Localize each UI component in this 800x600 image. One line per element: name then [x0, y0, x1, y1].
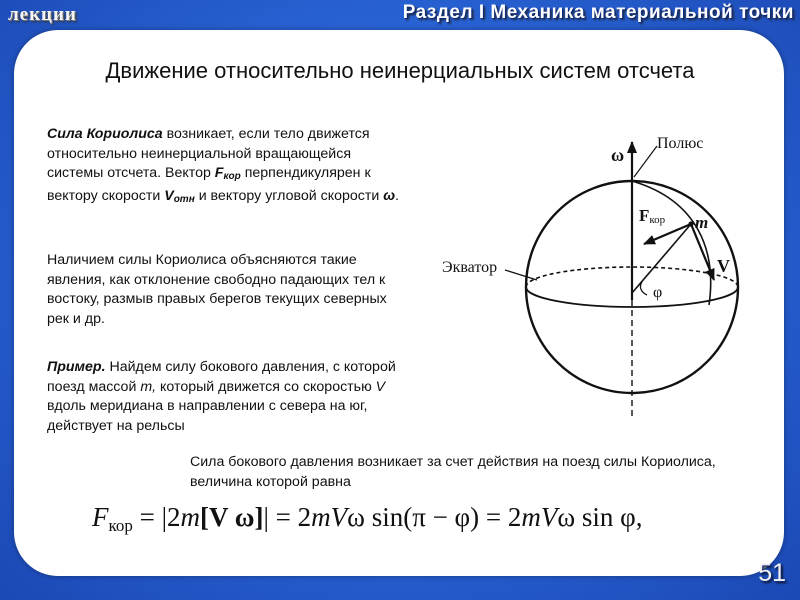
f-kor-arrow [644, 224, 691, 244]
coriolis-phenomena: Наличием силы Кориолиса объясняются такие явления, как отклонение свободно падающих тел к востоку, размыв правых берегов текущих северных рек и др. [47, 252, 387, 327]
symbol-v: V [375, 378, 386, 395]
f-kor-label [639, 206, 666, 226]
term-coriolis: Сила Кориолиса [47, 126, 163, 142]
coriolis-formula [92, 502, 712, 552]
formula-part: ω sin φ, [557, 502, 643, 532]
equator-label: Экватор [442, 259, 498, 276]
text-fragment: Найдем силу бокового давления, с которой поезд массой [47, 359, 396, 395]
formula-mv: mV [311, 502, 348, 532]
formula-part: = |2 [132, 502, 181, 532]
v-label: V [717, 256, 730, 276]
text-fragment: перпендикулярен к вектору скорости [47, 165, 371, 204]
text-fragment: возникает, если тело движется относительно неинерциальной вращающейся системы отсчета. Вектор [47, 126, 370, 182]
formula-f: F [92, 502, 109, 532]
f-subscript: кор [649, 214, 666, 226]
omega-label: ω [611, 145, 625, 165]
formula-part: ω sin(π − φ) = 2 [347, 502, 522, 532]
symbol-f-sub: кор [223, 171, 241, 183]
example-label: Пример. [47, 359, 106, 375]
nav-lectures-link[interactable]: лекции [8, 4, 77, 25]
symbol-v-sub: отн [173, 193, 195, 205]
coriolis-sphere-diagram [425, 120, 755, 440]
formula-f-sub: кор [108, 516, 133, 535]
phi-arc [640, 282, 647, 295]
equator-pointer [505, 270, 537, 280]
slide-title: Движение относительно неинерциальных систем отсчета [105, 58, 695, 83]
formula-part: | = 2 [263, 502, 312, 532]
coriolis-definition [47, 125, 407, 209]
formula-mv: mV [521, 502, 558, 532]
symbol-omega: ω [383, 187, 396, 204]
v-arrow [691, 224, 714, 280]
text-fragment: вдоль меридиана в направлении с севера на юг, действует на рельсы [47, 398, 368, 434]
f-letter: F [639, 206, 650, 225]
text-fragment: и вектору угловой скорости [194, 187, 384, 204]
text-fragment: . [395, 187, 399, 204]
symbol-m: m, [140, 378, 157, 395]
example-paragraph [47, 358, 407, 436]
formula-m: m [180, 502, 201, 532]
text-fragment: который движется со скоростью [156, 378, 376, 395]
phi-label: φ [653, 284, 663, 301]
section-title: Раздел I Механика материальной точки [402, 2, 794, 23]
pole-pointer [634, 146, 657, 177]
m-label: m [695, 213, 709, 232]
point-m [688, 221, 693, 226]
formula-cross-product: [V ω] [200, 502, 264, 532]
symbol-f: F [214, 165, 224, 182]
page-number: 51 [758, 559, 786, 587]
pole-label: Полюс [657, 135, 704, 152]
symbol-v: V [164, 187, 174, 204]
lateral-pressure-text: Сила бокового давления возникает за счет действия на поезд силы Кориолиса, величина которой равна [190, 454, 716, 490]
